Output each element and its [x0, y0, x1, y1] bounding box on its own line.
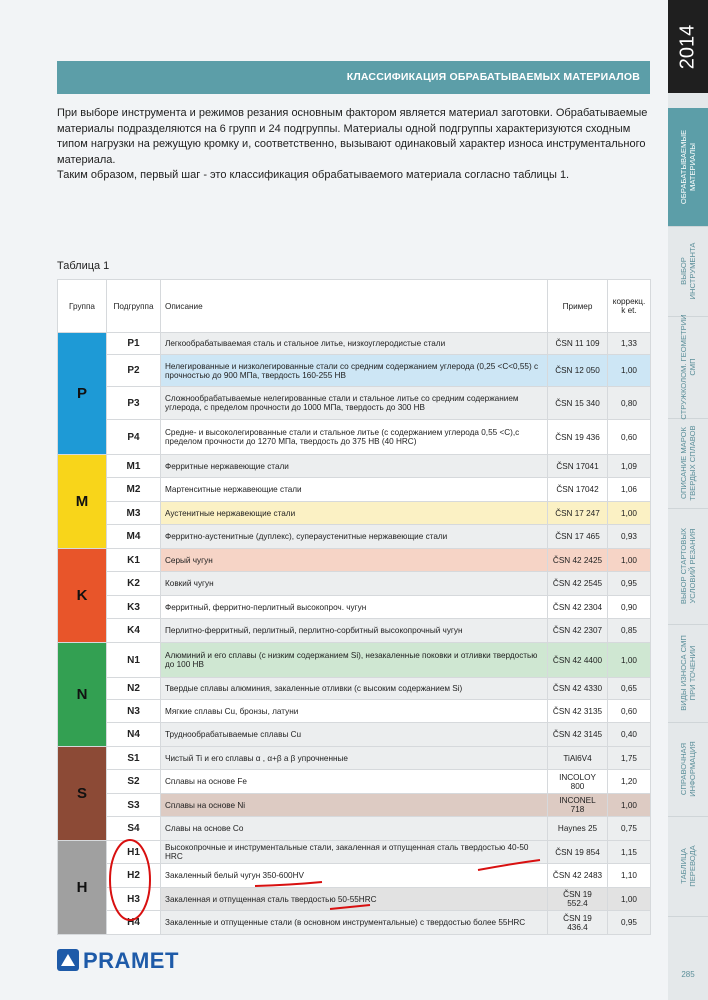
header-subgroup: Подгруппа	[107, 280, 161, 333]
subgroup-cell: N3	[107, 700, 161, 723]
subgroup-cell: P3	[107, 387, 161, 420]
sidebar-tab-label: ОПИСАНИЕ МАРОК ТВЕРДЫХ СПЛАВОВ	[679, 425, 697, 501]
group-cell: M	[58, 455, 107, 549]
subgroup-cell: P1	[107, 333, 161, 355]
coefficient-cell: 1,00	[608, 355, 651, 387]
subgroup-cell: M4	[107, 525, 161, 549]
example-cell: ČSN 12 050	[548, 355, 608, 387]
sidebar-tab-label: ВЫБОР СТАРТОВЫХ УСЛОВИЙ РЕЗАНИЯ	[679, 527, 697, 605]
example-cell: ČSN 17 465	[548, 525, 608, 549]
example-cell: ČSN 17042	[548, 478, 608, 502]
example-cell: ČSN 42 4330	[548, 678, 608, 700]
subgroup-cell: M1	[107, 455, 161, 478]
subgroup-cell: S3	[107, 794, 161, 817]
subgroup-cell: H4	[107, 911, 161, 935]
sidebar-tab-label: ВИДЫ ИЗНОСА СМП ПРИ ТОЧЕНИИ	[679, 635, 697, 711]
group-cell: K	[58, 549, 107, 643]
example-cell: INCOLOY 800	[548, 770, 608, 794]
example-cell: ČSN 15 340	[548, 387, 608, 420]
description-cell: Легкообрабатываемая сталь и стальное литье, низкоуглеродистые стали	[161, 333, 548, 355]
subgroup-cell: K2	[107, 572, 161, 596]
example-cell: TiAl6V4	[548, 747, 608, 770]
coefficient-cell: 1,09	[608, 455, 651, 478]
intro-paragraph: Таким образом, первый шаг - это классификация обрабатываемого материала согласно таблицы 1.	[57, 169, 570, 181]
year-label: 2014	[676, 24, 699, 69]
group-cell: S	[58, 747, 107, 841]
description-cell: Нелегированные и низколегированные стали со средним содержанием углерода (0,25 <C<0,55) с прочностью до 900 МПа, твердость 160-255 HB	[161, 355, 548, 387]
example-cell: Haynes 25	[548, 817, 608, 841]
description-cell: Ферритный, ферритно-перлитный высокопроч. чугун	[161, 596, 548, 619]
sidebar-tab-label: СТРУЖКОЛОМ. ГЕОМЕТРИИ СМП	[679, 314, 697, 420]
intro-paragraph: При выборе инструмента и режимов резания основным фактором является материал заготовки. Обрабатываемые материалы подразделяются на 6 групп и 24 подгруппы. Материалы одной подгруппы характеризуются сходным типом нагрузки на режущую кромку и, соответственно, вызывают одинаковый характер износа инструментального материала.	[57, 107, 648, 166]
coefficient-cell: 0,80	[608, 387, 651, 420]
coefficient-cell: 1,06	[608, 478, 651, 502]
subgroup-cell: K4	[107, 619, 161, 643]
group-cell: P	[58, 333, 107, 455]
annotation-underline	[478, 860, 540, 870]
coefficient-cell: 1,75	[608, 747, 651, 770]
header-example: Пример	[548, 280, 608, 333]
sidebar	[668, 0, 708, 1000]
description-cell: Средне- и высоколегированные стали и стальное литье (с содержанием углерода 0,55 <C),с пределом прочности до 1270 МПа, твердость до 375 HB (40 HRC)	[161, 420, 548, 455]
description-cell: Сплавы на основе Fe	[161, 770, 548, 794]
description-cell: Высокопрочные и инструментальные стали, закаленная и отпущенная сталь твердостью 40-50 HRC	[161, 841, 548, 864]
header-group: Группа	[58, 280, 107, 333]
subgroup-cell: P2	[107, 355, 161, 387]
subgroup-cell: H3	[107, 888, 161, 911]
subgroup-cell: S1	[107, 747, 161, 770]
sidebar-tab-label: ОБРАБАТЫВАЕМЫЕ МАТЕРИАЛЫ	[679, 129, 697, 205]
coefficient-cell: 0,65	[608, 678, 651, 700]
subgroup-cell: S2	[107, 770, 161, 794]
year-badge	[668, 0, 708, 93]
coefficient-cell: 1,33	[608, 333, 651, 355]
annotation-underline	[330, 905, 370, 909]
coefficient-cell: 1,00	[608, 549, 651, 572]
sidebar-tab[interactable]	[668, 624, 708, 723]
pramet-logo	[57, 948, 179, 973]
subgroup-cell: K1	[107, 549, 161, 572]
description-cell: Закаленный белый чугун 350-600HV	[161, 864, 548, 888]
subgroup-cell: K3	[107, 596, 161, 619]
sidebar-tab[interactable]	[668, 316, 708, 419]
coefficient-cell: 1,00	[608, 888, 651, 911]
coefficient-cell: 1,10	[608, 864, 651, 888]
description-cell: Чистый Ti и его сплавы α , α+β a β упрочненные	[161, 747, 548, 770]
description-cell: Сложнообрабатываемые нелегированные стали и стальное литье со средним содержанием углерода, с пределом прочности до 1000 МПа, твердость до 300 HB	[161, 387, 548, 420]
subgroup-cell: M3	[107, 502, 161, 525]
example-cell: ČSN 42 2304	[548, 596, 608, 619]
subgroup-cell: H2	[107, 864, 161, 888]
coefficient-cell: 0,75	[608, 817, 651, 841]
sidebar-tab-label: ВЫБОР ИНСТРУМЕНТА	[679, 242, 697, 300]
subgroup-cell: M2	[107, 478, 161, 502]
example-cell: ČSN 17 247	[548, 502, 608, 525]
example-cell: INCONEL 718	[548, 794, 608, 817]
description-cell: Серый чугун	[161, 549, 548, 572]
header-description: Описание	[161, 280, 548, 333]
sidebar-tab[interactable]	[668, 226, 708, 317]
coefficient-cell: 0,40	[608, 723, 651, 747]
annotation-underline	[255, 882, 322, 886]
sidebar-tab[interactable]	[668, 508, 708, 625]
sidebar-tab[interactable]	[668, 816, 708, 917]
table-caption: Таблица 1	[57, 260, 110, 272]
coefficient-cell: 0,85	[608, 619, 651, 643]
coefficient-cell: 0,60	[608, 420, 651, 455]
annotation-circle	[110, 840, 150, 920]
description-cell: Труднообрабатываемые сплавы Cu	[161, 723, 548, 747]
example-cell: ČSN 17041	[548, 455, 608, 478]
subgroup-cell: N4	[107, 723, 161, 747]
description-cell: Мартенситные нержавеющие стали	[161, 478, 548, 502]
coefficient-cell: 0,90	[608, 596, 651, 619]
coefficient-cell: 1,00	[608, 794, 651, 817]
example-cell: ČSN 19 552.4	[548, 888, 608, 911]
example-cell: ČSN 42 2307	[548, 619, 608, 643]
subgroup-cell: P4	[107, 420, 161, 455]
subgroup-cell: H1	[107, 841, 161, 864]
sidebar-tab-label: СПРАВОЧНАЯ ИНФОРМАЦИЯ	[679, 741, 697, 797]
example-cell: ČSN 19 436.4	[548, 911, 608, 935]
page-number: 285	[681, 970, 695, 979]
example-cell: ČSN 42 2545	[548, 572, 608, 596]
logo-mark-icon	[57, 949, 79, 971]
group-cell: H	[58, 841, 107, 935]
coefficient-cell: 1,15	[608, 841, 651, 864]
example-cell: ČSN 19 854	[548, 841, 608, 864]
example-cell: ČSN 42 3145	[548, 723, 608, 747]
coefficient-cell: 0,95	[608, 572, 651, 596]
example-cell: ČSN 42 2483	[548, 864, 608, 888]
description-cell: Закаленная и отпущенная сталь твердостью 50-55HRC	[161, 888, 548, 911]
sidebar-tab[interactable]	[668, 108, 708, 227]
description-cell: Алюминий и его сплавы (с низким содержанием Si), незакаленные поковки и отливки твердостью до 100 HB	[161, 643, 548, 678]
description-cell: Сплавы на основе Ni	[161, 794, 548, 817]
subgroup-cell: N1	[107, 643, 161, 678]
description-cell: Славы на основе Co	[161, 817, 548, 841]
subgroup-cell: N2	[107, 678, 161, 700]
description-cell: Ферритно-аустенитные (дуплекс), супераустенитные нержавеющие стали	[161, 525, 548, 549]
example-cell: ČSN 11 109	[548, 333, 608, 355]
coefficient-cell: 1,00	[608, 502, 651, 525]
description-cell: Закаленные и отпущенные стали (в основном инструментальные) с твердостью более 55HRC	[161, 911, 548, 935]
description-cell: Ковкий чугун	[161, 572, 548, 596]
sidebar-tab-label: ТАБЛИЦА ПЕРЕВОДА	[679, 845, 697, 887]
coefficient-cell: 1,20	[608, 770, 651, 794]
coefficient-cell: 0,60	[608, 700, 651, 723]
example-cell: ČSN 19 436	[548, 420, 608, 455]
example-cell: ČSN 42 2425	[548, 549, 608, 572]
header-coefficient: коррекц. k et.	[608, 280, 651, 333]
sidebar-tab[interactable]	[668, 418, 708, 509]
description-cell: Мягкие сплавы Cu, бронзы, латуни	[161, 700, 548, 723]
description-cell: Аустенитные нержавеющие стали	[161, 502, 548, 525]
description-cell: Твердые сплавы алюминия, закаленные отливки (с высоким содержанием Si)	[161, 678, 548, 700]
example-cell: ČSN 42 3135	[548, 700, 608, 723]
sidebar-tab[interactable]	[668, 722, 708, 817]
coefficient-cell: 0,95	[608, 911, 651, 935]
description-cell: Ферритные нержавеющие стали	[161, 455, 548, 478]
logo-text: PRAMET	[83, 948, 179, 973]
coefficient-cell: 1,00	[608, 643, 651, 678]
description-cell: Перлитно-ферритный, перлитный, перлитно-сорбитный высокопрочный чугун	[161, 619, 548, 643]
coefficient-cell: 0,93	[608, 525, 651, 549]
example-cell: ČSN 42 4400	[548, 643, 608, 678]
group-cell: N	[58, 643, 107, 747]
subgroup-cell: S4	[107, 817, 161, 841]
section-title: КЛАССИФИКАЦИЯ ОБРАБАТЫВАЕМЫХ МАТЕРИАЛОВ	[346, 71, 640, 83]
